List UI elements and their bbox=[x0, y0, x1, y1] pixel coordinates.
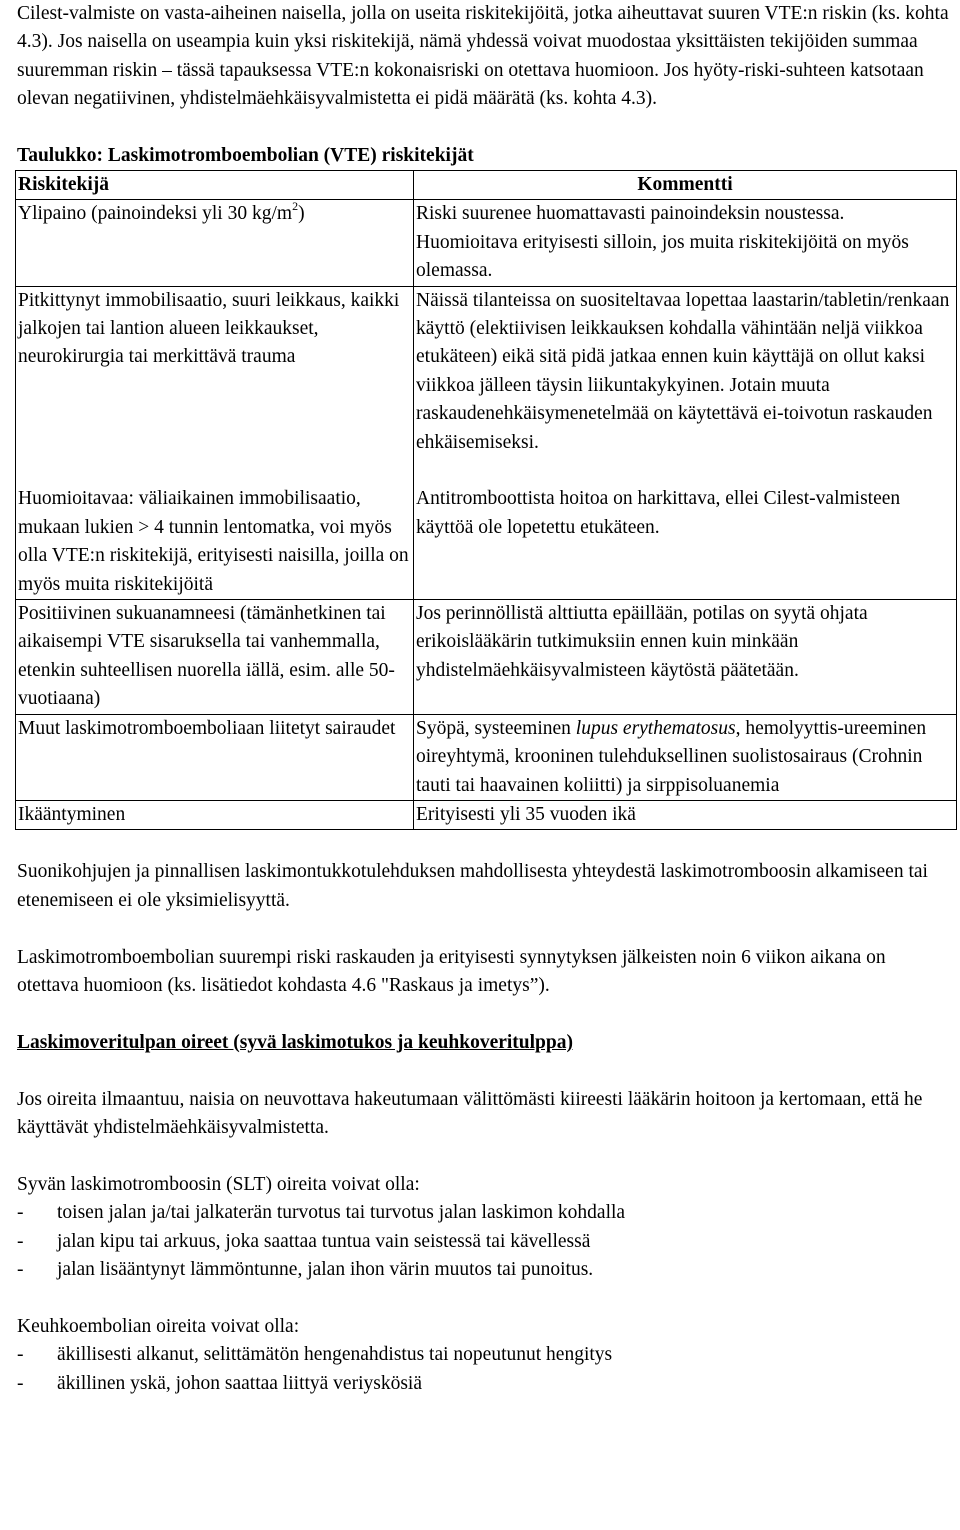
table-cell-factor bbox=[16, 286, 414, 599]
document-page bbox=[17, 0, 952, 1398]
body-paragraph: Jos oireita ilmaantuu, naisia on neuvottava hakeutumaan välittömästi kiireesti lääkärin hoitoon ja kertomaan, että he käyttävät yhdistelmäehkäisyvalmistetta. bbox=[17, 1088, 923, 1138]
body-paragraph: Laskimotromboembolian suurempi riski raskauden ja erityisesti synnytyksen jälkeisten noin 6 viikon aikana on otettava huomioon (ks. lisätiedot kohdasta 4.6 "Raskaus ja imetys”). bbox=[17, 946, 886, 996]
factor-text-end: ) bbox=[298, 203, 305, 225]
table-row bbox=[16, 286, 957, 599]
comment-text: Syöpä, systeeminen bbox=[416, 717, 576, 739]
table-cell-comment: Jos perinnöllistä alttiutta epäillään, potilas on syytä ohjata erikoislääkärin tutkimuksiin ennen kuin minkään yhdistelmäehkäisyvalmisteen käytöstä päätetään. bbox=[414, 600, 957, 715]
table-cell-comment bbox=[414, 714, 957, 800]
table-row bbox=[16, 200, 957, 286]
factor-text: Pitkittynyt immobilisaatio, suuri leikkaus, kaikki jalkojen tai lantion alueen leikkaukset, neurokirurgia tai merkittävä trauma bbox=[18, 289, 400, 368]
body-paragraph: Suonikohjujen ja pinnallisen laskimontukkotulehduksen mahdollisesta yhteydestä laskimotromboosin alkamiseen tai etenemiseen ei ole yksimielisyyttä. bbox=[17, 861, 928, 911]
table-cell-factor: Muut laskimotromboemboliaan liitetyt sairaudet bbox=[16, 714, 414, 800]
list-item: - jalan lisääntynyt lämmöntunne, jalan ihon värin muutos tai punoitus. bbox=[17, 1256, 952, 1284]
factor-text: Ylipaino (painoindeksi yli 30 kg/m bbox=[18, 203, 293, 225]
section-heading: Laskimoveritulpan oireet (syvä laskimotukos ja keuhkoveritulppa) bbox=[17, 1031, 573, 1053]
pe-symptom-list bbox=[17, 1341, 952, 1398]
comment-text: Riski suurenee huomattavasti painoindeksin noustessa. bbox=[416, 203, 845, 225]
table-cell-comment bbox=[414, 286, 957, 599]
dash-marker: - bbox=[17, 1372, 24, 1394]
comment-text: , hemolyyttis-ureeminen oireyhtymä, krooninen tulehduksellinen suolistosairaus (Crohnin tauti tai haavainen koliitti) ja sirppisoluanemia bbox=[416, 717, 927, 796]
table-row bbox=[16, 800, 957, 829]
table-row bbox=[16, 714, 957, 800]
risk-factor-table bbox=[15, 170, 957, 830]
table-title: Taulukko: Laskimotromboembolian (VTE) riskitekijät bbox=[17, 144, 474, 166]
comment-text: Huomioitava erityisesti silloin, jos muita riskitekijöitä on myös olemassa. bbox=[416, 231, 909, 282]
list-item: - äkillisesti alkanut, selittämätön hengenahdistus tai nopeutunut hengitys bbox=[17, 1341, 952, 1369]
comment-italic: lupus erythematosus bbox=[575, 717, 736, 739]
dash-marker: - bbox=[17, 1344, 24, 1366]
dash-marker: - bbox=[17, 1202, 24, 1224]
list-item: - toisen jalan ja/tai jalkaterän turvotus tai turvotus jalan laskimon kohdalla bbox=[17, 1199, 952, 1227]
dash-marker: - bbox=[17, 1258, 24, 1280]
comment-text: Antitromboottista hoitoa on harkittava, ellei Cilest-valmisteen käyttöä ole lopetettu etukäteen. bbox=[416, 488, 901, 538]
header-risk-factor: Riskitekijä bbox=[16, 171, 414, 200]
comment-text: Näissä tilanteissa on suositeltavaa lopettaa laastarin/tabletin/renkaan käyttö (elektiivisen leikkauksen kohdalla vähintään neljä viikkoa etukäteen) eikä sitä pidä jatkaa ennen kuin käyttäjä on ollut kaksi viikkoa jälleen täysin liikuntakykyinen. Jotain muuta raskaudenehkäisymenetelmää on käytettävä ei-toivotun raskauden ehkäisemiseksi. bbox=[416, 289, 950, 453]
table-cell-factor: Positiivinen sukuanamneesi (tämänhetkinen tai aikaisempi VTE sisaruksella tai vanhemmalla, etenkin suhteellisen nuorella iällä, esim. alle 50-vuotiaana) bbox=[16, 600, 414, 715]
table-header-row bbox=[16, 171, 957, 200]
superscript: 2 bbox=[292, 198, 299, 213]
table-cell-comment: Erityisesti yli 35 vuoden ikä bbox=[414, 800, 957, 829]
list-item: - äkillinen yskä, johon saattaa liittyä veriyskösiä bbox=[17, 1370, 952, 1398]
pe-intro: Keuhkoembolian oireita voivat olla: bbox=[17, 1315, 300, 1337]
dash-marker: - bbox=[17, 1230, 24, 1252]
intro-paragraph: Cilest-valmiste on vasta-aiheinen naisella, jolla on useita riskitekijöitä, jotka aiheuttavat suuren VTE:n riskin (ks. kohta 4.3). Jos naisella on useampia kuin yksi riskitekijä, nämä yhdessä voivat muodostaa yksittäisten tekijöiden summaa suuremman riskin – tässä tapauksessa VTE:n kokonaisriski on otettava huomioon. Jos hyöty-riski-suhteen katsotaan olevan negatiivinen, yhdistelmäehkäisyvalmistetta ei pidä määrätä (ks. kohta 4.3). bbox=[17, 3, 949, 110]
header-comment: Kommentti bbox=[414, 171, 957, 200]
table-cell-factor: Ikääntyminen bbox=[16, 800, 414, 829]
table-row bbox=[16, 600, 957, 715]
table-cell-factor bbox=[16, 200, 414, 286]
table-cell-comment bbox=[414, 200, 957, 286]
list-item: - jalan kipu tai arkuus, joka saattaa tuntua vain seistessä tai kävellessä bbox=[17, 1228, 952, 1256]
slt-symptom-list bbox=[17, 1199, 952, 1284]
factor-note: Huomioitavaa: väliaikainen immobilisaatio, mukaan lukien > 4 tunnin lentomatka, voi myös olla VTE:n riskitekijä, erityisesti naisilla, joilla on myös muita riskitekijöitä bbox=[18, 488, 409, 595]
slt-intro: Syvän laskimotromboosin (SLT) oireita voivat olla: bbox=[17, 1173, 420, 1195]
